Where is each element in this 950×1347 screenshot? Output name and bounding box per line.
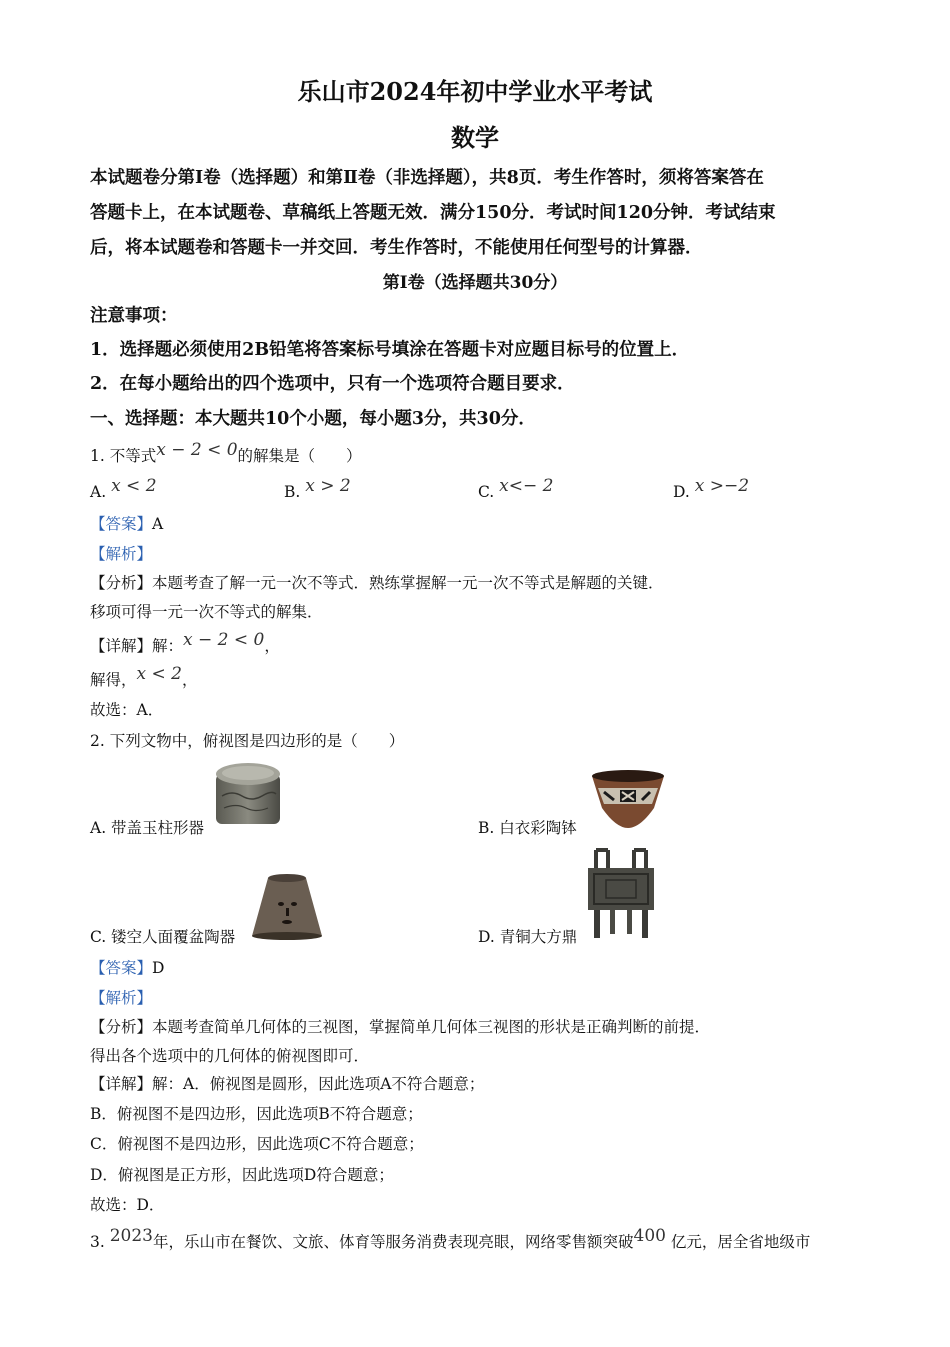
q2-analysis-line-2: 得出各个选项中的几何体的俯视图即可． bbox=[90, 1047, 370, 1065]
q1-choose: 故选：A． bbox=[90, 701, 164, 719]
q1-stem bbox=[90, 440, 362, 466]
subject-title: 数学 bbox=[451, 123, 499, 152]
q1-solve-math: x < 2 bbox=[136, 664, 182, 684]
exam-title: 乐山市2024年初中学业水平考试 bbox=[297, 77, 653, 106]
q1-stem-prefix: 1. 不等式 bbox=[90, 447, 157, 465]
q2-option-b-label: B. 白衣彩陶钵 bbox=[478, 819, 577, 837]
q3-amount: 400 bbox=[633, 1226, 666, 1246]
answer-value: A bbox=[152, 515, 164, 533]
q2-detail-line-4: D．俯视图是正方形，因此选项D符合题意； bbox=[90, 1166, 394, 1184]
q3-year: 2023 bbox=[109, 1226, 153, 1246]
pottery-mask-image bbox=[248, 872, 326, 940]
q2-detail-line-2: B．俯视图不是四边形，因此选项B不符合题意； bbox=[90, 1105, 423, 1123]
q1-detail-math: x − 2 < 0 bbox=[183, 630, 265, 650]
q1-stem-math: x − 2 < 0 bbox=[156, 440, 238, 460]
q2-option-d-label: D. 青铜大方鼎 bbox=[478, 928, 578, 946]
q2-option-a-label: A. 带盖玉柱形器 bbox=[90, 819, 205, 837]
q2-stem: 2. 下列文物中，俯视图是四边形的是（ ） bbox=[90, 732, 405, 750]
part1-title: 一、选择题：本大题共10个小题，每小题3分，共30分． bbox=[90, 409, 536, 429]
q1-solve: 解得，x < 2， bbox=[90, 664, 198, 689]
bronze-ding-image bbox=[584, 846, 658, 940]
q2-analysis-line-1: 【分析】本题考查简单几何体的三视图，掌握简单几何体三视图的形状是正确判断的前提． bbox=[90, 1018, 711, 1036]
q1-analysis-tag: 【解析】 bbox=[90, 545, 153, 563]
intro-line-2: 答题卡上，在本试题卷、草稿纸上答题无效．满分150分．考试时间120分钟．考试结束 bbox=[90, 203, 776, 223]
q1-analysis-line-1: 【分析】本题考查了解一元一次不等式．熟练掌握解一元一次不等式是解题的关键． bbox=[90, 574, 664, 592]
q2-analysis-tag: 【解析】 bbox=[90, 989, 153, 1007]
intro-line-3: 后，将本试题卷和答题卡一并交回．考生作答时，不能使用任何型号的计算器． bbox=[90, 238, 703, 258]
answer-value: D bbox=[152, 959, 165, 977]
q1-answer bbox=[90, 512, 163, 534]
q2-answer bbox=[90, 956, 164, 978]
notes-title: 注意事项： bbox=[90, 306, 178, 326]
q1-option-b: B. x > 2 bbox=[284, 476, 351, 501]
q2-detail-line-1: 【详解】解：A．俯视图是圆形，因此选项A不符合题意； bbox=[90, 1075, 485, 1093]
q1-option-c: C. x<− 2 bbox=[478, 476, 554, 501]
q2-option-c-label: C. 镂空人面覆盆陶器 bbox=[90, 928, 236, 946]
section-title: 第Ⅰ卷（选择题共30分） bbox=[382, 273, 568, 293]
q1-option-d: D. x >−2 bbox=[673, 476, 750, 501]
q3-stem: 3. 2023年，乐山市在餐饮、文旅、体育等服务消费表现亮眼，网络零售额突破400 亿元，居全省地级市 bbox=[90, 1226, 811, 1251]
answer-tag: 【答案】 bbox=[90, 515, 153, 533]
painted-pottery-bowl-image bbox=[584, 766, 672, 832]
q1-analysis-line-2: 移项可得一元一次不等式的解集． bbox=[90, 603, 323, 621]
q1-stem-suffix: 的解集是（ ） bbox=[237, 447, 362, 465]
note-1: 1．选择题必须使用2B铅笔将答案标号填涂在答题卡对应题目标号的位置上． bbox=[90, 340, 690, 360]
intro-line-1: 本试题卷分第Ⅰ卷（选择题）和第Ⅱ卷（非选择题），共8页．考生作答时，须将答案答在 bbox=[90, 168, 764, 188]
q2-choose: 故选：D． bbox=[90, 1196, 165, 1214]
q2-detail-line-3: C．俯视图不是四边形，因此选项C不符合题意； bbox=[90, 1135, 424, 1153]
answer-tag: 【答案】 bbox=[90, 959, 153, 977]
q1-detail: 【详解】解：x − 2 < 0， bbox=[90, 630, 280, 655]
jade-cylinder-image bbox=[212, 760, 284, 830]
note-2: 2．在每小题给出的四个选项中，只有一个选项符合题目要求． bbox=[90, 374, 575, 394]
q1-option-a: A. x < 2 bbox=[90, 476, 157, 501]
